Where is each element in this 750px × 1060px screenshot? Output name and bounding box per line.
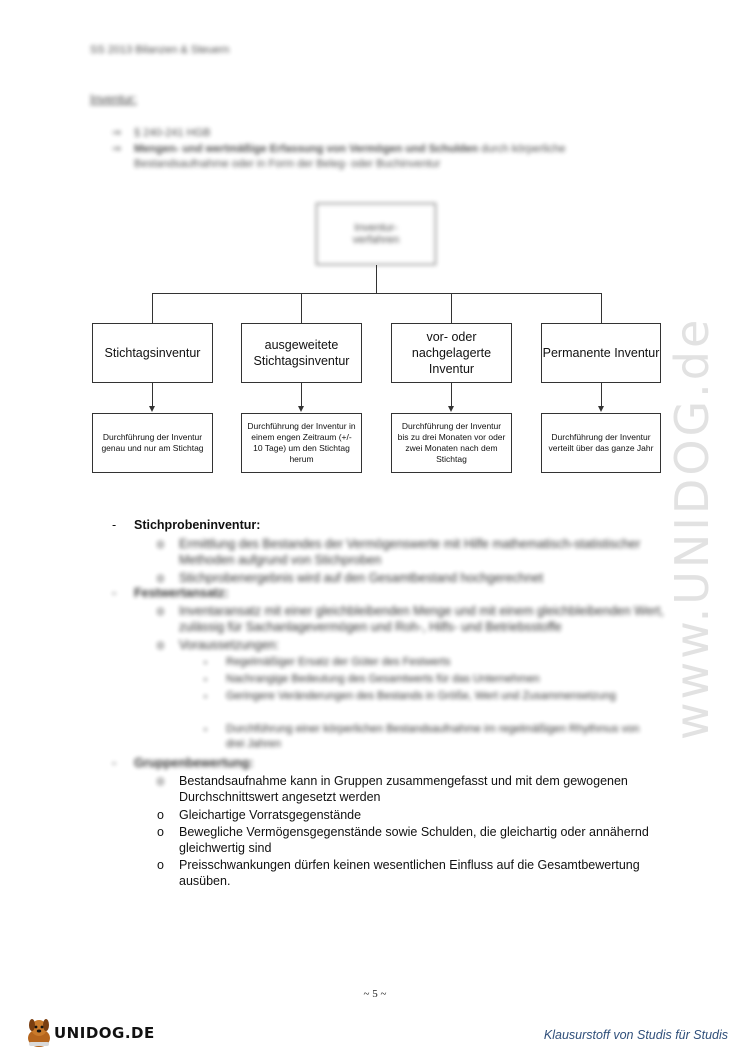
intro-bullet: ⇒ § 240-241 HGB bbox=[112, 127, 211, 139]
connector-line bbox=[601, 293, 602, 323]
method-box-vor-nach: vor- oder nachgelagerte Inventur bbox=[391, 323, 512, 383]
connector-line bbox=[152, 293, 602, 294]
page-number: ~ 5 ~ bbox=[363, 988, 387, 1000]
list-item: o Inventaransatz mit einer gleichbleibenden Menge und mit einem gleichbleibenden Wert, zulässig für Sachanlagevermögen und Roh-, Hilfs- und Betriebsstoffe bbox=[157, 604, 664, 634]
method-desc-box: Durchführung der Inventur verteilt über das ganze Jahr bbox=[541, 413, 661, 473]
connector-line bbox=[451, 293, 452, 323]
list-item: o Gleichartige Vorratsgegenstände bbox=[157, 808, 362, 822]
arrow-line bbox=[451, 383, 452, 407]
sub-list-item: ▪ Durchführung einer körperlichen Bestandsaufnahme im regelmäßigen Rhythmus von drei Jahren bbox=[204, 723, 640, 750]
method-box-ausgeweitet: ausgeweitete Stichtagsinventur bbox=[241, 323, 362, 383]
arrow-line bbox=[301, 383, 302, 407]
diagram-root-box: Inventur- verfahren bbox=[316, 203, 436, 265]
arrow-icon: ⇒ bbox=[112, 143, 122, 155]
list-item: o Voraussetzungen: bbox=[157, 638, 280, 652]
brand-text: UNIDOG.DE bbox=[54, 1024, 155, 1042]
watermark: www.UNIDOG.de bbox=[665, 316, 719, 740]
connector-line bbox=[301, 293, 302, 323]
arrow-down-icon bbox=[149, 406, 155, 412]
method-desc-box: Durchführung der Inventur genau und nur am Stichtag bbox=[92, 413, 213, 473]
arrow-line bbox=[152, 383, 153, 407]
section-title: Inventur: bbox=[90, 92, 137, 106]
list-item: o Preisschwankungen dürfen keinen wesentlichen Einfluss auf die Gesamtbewertung ausüben. bbox=[157, 858, 640, 888]
arrow-line bbox=[601, 383, 602, 407]
list-item: o Bewegliche Vermögensgegenstände sowie Schulden, die gleichartig oder annähernd gleichwertig sind bbox=[157, 825, 649, 855]
method-desc-box: Durchführung der Inventur in einem engen Zeitraum (+/- 10 Tage) um den Stichtag herum bbox=[241, 413, 362, 473]
connector-line bbox=[376, 265, 377, 293]
list-item: o Ermittlung des Bestandes der Vermögenswerte mit Hilfe mathematisch-statistischer Methoden aufgrund von Stichproben bbox=[157, 537, 641, 567]
arrow-down-icon bbox=[448, 406, 454, 412]
sub-list-item: ▪ Geringere Veränderungen des Bestands in Größe, Wert und Zusammensetzung bbox=[204, 690, 616, 702]
unidog-logo bbox=[22, 1016, 155, 1050]
arrow-down-icon bbox=[598, 406, 604, 412]
method-box-permanent: Permanente Inventur bbox=[541, 323, 661, 383]
list-item: o Bestandsaufnahme kann in Gruppen zusammengefasst und mit dem gewogenen Durchschnittswert angesetzt werden bbox=[157, 774, 628, 804]
arrow-down-icon bbox=[298, 406, 304, 412]
footer-tagline: Klausurstoff von Studis für Studis bbox=[543, 1028, 728, 1042]
list-item: o Stichprobenergebnis wird auf den Gesamtbestand hochgerechnet bbox=[157, 571, 544, 585]
document-header: SS 2013 Bilanzen & Steuern bbox=[90, 44, 230, 56]
connector-line bbox=[152, 293, 153, 323]
intro-bullet: ⇒ Mengen- und wertmäßige Erfassung von Vermögen und Schulden durch körperliche Bestandsaufnahme oder in Form der Beleg- oder Buchinventur bbox=[112, 143, 566, 170]
arrow-icon: ⇒ bbox=[112, 127, 122, 139]
sub-list-item: ▪ Regelmäßiger Ersatz der Güter des Festwerts bbox=[204, 656, 451, 668]
method-box-stichtag: Stichtagsinventur bbox=[92, 323, 213, 383]
dog-mascot-icon bbox=[22, 1016, 56, 1050]
sub-list-item: ▪ Nachrangige Bedeutung des Gesamtwerts für das Unternehmen bbox=[204, 673, 540, 685]
method-desc-box: Durchführung der Inventur bis zu drei Monaten vor oder zwei Monaten nach dem Stichtag bbox=[391, 413, 512, 473]
